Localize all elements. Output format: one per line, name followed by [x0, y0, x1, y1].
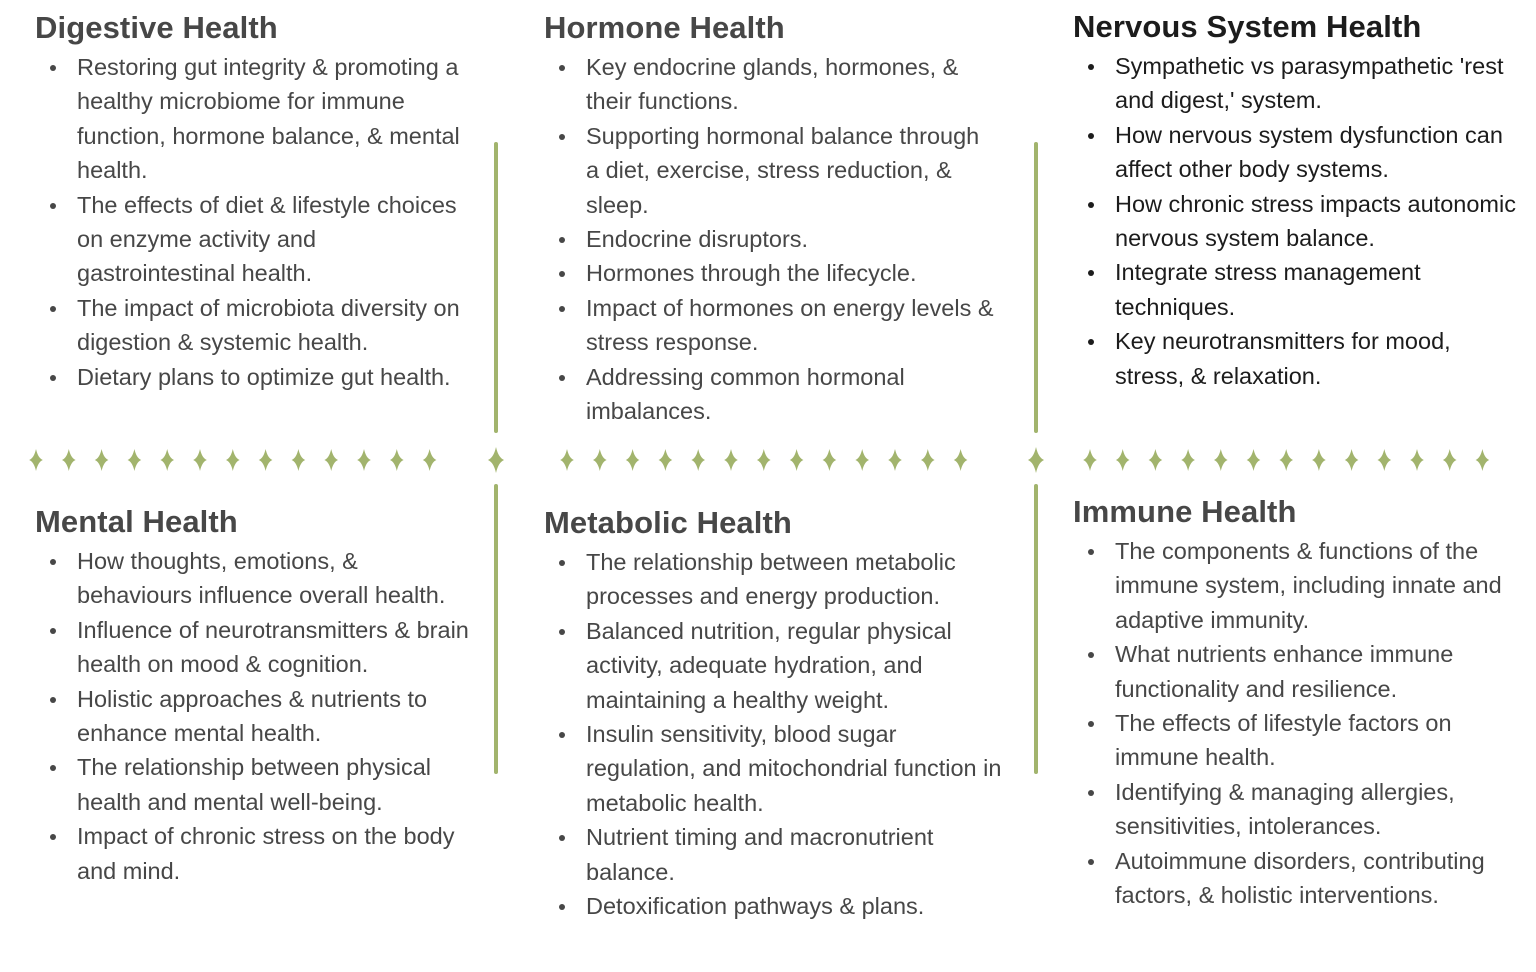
column-divider-line [1034, 484, 1038, 774]
list-item: Impact of chronic stress on the body and mind. [77, 819, 475, 888]
column-divider-line [494, 142, 498, 433]
list-item: Addressing common hormonal imbalances. [586, 360, 994, 429]
four-point-star-icon [292, 449, 306, 471]
list-item: Impact of hormones on energy levels & stress response. [586, 291, 994, 360]
four-point-star-icon [357, 449, 371, 471]
list-item: Integrate stress management techniques. [1115, 255, 1523, 324]
list-item: The relationship between physical health and mental well-being. [77, 750, 475, 819]
four-point-star-icon [128, 449, 142, 471]
four-point-star-icon [921, 449, 935, 471]
four-point-star-icon [1443, 449, 1457, 471]
list-item: Supporting hormonal balance through a diet, exercise, stress reduction, & sleep. [586, 119, 994, 222]
four-point-star-icon [390, 449, 404, 471]
four-point-star-icon [1247, 449, 1261, 471]
topic-list [544, 50, 994, 428]
four-point-star-icon [324, 449, 338, 471]
four-point-star-icon [193, 449, 207, 471]
four-point-star-icon [691, 449, 705, 471]
list-item: Key neurotransmitters for mood, stress, & relaxation. [1115, 324, 1523, 393]
four-point-star-icon [62, 449, 76, 471]
list-item: Balanced nutrition, regular physical activity, adequate hydration, and maintaining a healthy weight. [586, 614, 1004, 717]
list-item: Hormones through the lifecycle. [586, 256, 994, 290]
section-hormone-health [544, 10, 994, 428]
list-item: Sympathetic vs parasympathetic 'rest and digest,' system. [1115, 49, 1523, 118]
list-item: The effects of lifestyle factors on immune health. [1115, 706, 1528, 775]
topic-list [1073, 534, 1528, 912]
list-item: How thoughts, emotions, & behaviours influence overall health. [77, 544, 475, 613]
section-title: Nervous System Health [1073, 9, 1422, 44]
star-divider [0, 444, 1536, 476]
list-item: The impact of microbiota diversity on digestion & systemic health. [77, 291, 475, 360]
four-point-star-icon [1028, 447, 1044, 473]
four-point-star-icon [1116, 449, 1130, 471]
list-item: Identifying & managing allergies, sensitivities, intolerances. [1115, 775, 1528, 844]
topic-list [544, 545, 1004, 923]
list-item: What nutrients enhance immune functionality and resilience. [1115, 637, 1528, 706]
topic-list [1073, 49, 1523, 393]
four-point-star-icon [855, 449, 869, 471]
four-point-star-icon [659, 449, 673, 471]
four-point-star-icon [1083, 449, 1097, 471]
four-point-star-icon [1377, 449, 1391, 471]
list-item: How chronic stress impacts autonomic nervous system balance. [1115, 187, 1523, 256]
list-item: Restoring gut integrity & promoting a healthy microbiome for immune function, hormone balance, & mental health. [77, 50, 475, 188]
list-item: Detoxification pathways & plans. [586, 889, 1004, 923]
four-point-star-icon [954, 449, 968, 471]
list-item: Holistic approaches & nutrients to enhance mental health. [77, 682, 475, 751]
list-item: Autoimmune disorders, contributing factors, & holistic interventions. [1115, 844, 1528, 913]
four-point-star-icon [1181, 449, 1195, 471]
section-digestive-health [35, 10, 475, 394]
list-item: The components & functions of the immune system, including innate and adaptive immunity. [1115, 534, 1528, 637]
list-item: Endocrine disruptors. [586, 222, 994, 256]
topic-list [35, 544, 475, 888]
section-immune-health [1073, 494, 1528, 912]
four-point-star-icon [1312, 449, 1326, 471]
four-point-star-icon [724, 449, 738, 471]
list-item: How nervous system dysfunction can affect other body systems. [1115, 118, 1523, 187]
four-point-star-icon [757, 449, 771, 471]
section-metabolic-health [544, 505, 1004, 923]
four-point-star-icon [1149, 449, 1163, 471]
four-point-star-icon [95, 449, 109, 471]
list-item: Dietary plans to optimize gut health. [77, 360, 475, 394]
four-point-star-icon [160, 449, 174, 471]
section-title: Metabolic Health [544, 505, 792, 540]
list-item: Nutrient timing and macronutrient balance. [586, 820, 1004, 889]
topic-list [35, 50, 475, 394]
list-item: Insulin sensitivity, blood sugar regulation, and mitochondrial function in metabolic health. [586, 717, 1004, 820]
four-point-star-icon [1345, 449, 1359, 471]
four-point-star-icon [626, 449, 640, 471]
column-divider-line [494, 484, 498, 774]
four-point-star-icon [1214, 449, 1228, 471]
four-point-star-icon [888, 449, 902, 471]
list-item: Influence of neurotransmitters & brain health on mood & cognition. [77, 613, 475, 682]
section-nervous-system-health [1073, 9, 1523, 393]
list-item: Key endocrine glands, hormones, & their functions. [586, 50, 994, 119]
four-point-star-icon [259, 449, 273, 471]
four-point-star-icon [823, 449, 837, 471]
section-title: Immune Health [1073, 494, 1297, 529]
four-point-star-icon [226, 449, 240, 471]
section-mental-health [35, 504, 475, 888]
four-point-star-icon [488, 447, 504, 473]
list-item: The effects of diet & lifestyle choices on enzyme activity and gastrointestinal health. [77, 188, 475, 291]
four-point-star-icon [29, 449, 43, 471]
four-point-star-icon [593, 449, 607, 471]
column-divider-line [1034, 142, 1038, 433]
four-point-star-icon [423, 449, 437, 471]
section-title: Mental Health [35, 504, 238, 539]
section-title: Digestive Health [35, 10, 278, 45]
section-title: Hormone Health [544, 10, 785, 45]
list-item: The relationship between metabolic processes and energy production. [586, 545, 1004, 614]
four-point-star-icon [560, 449, 574, 471]
four-point-star-icon [1410, 449, 1424, 471]
four-point-star-icon [1279, 449, 1293, 471]
four-point-star-icon [790, 449, 804, 471]
four-point-star-icon [1476, 449, 1490, 471]
